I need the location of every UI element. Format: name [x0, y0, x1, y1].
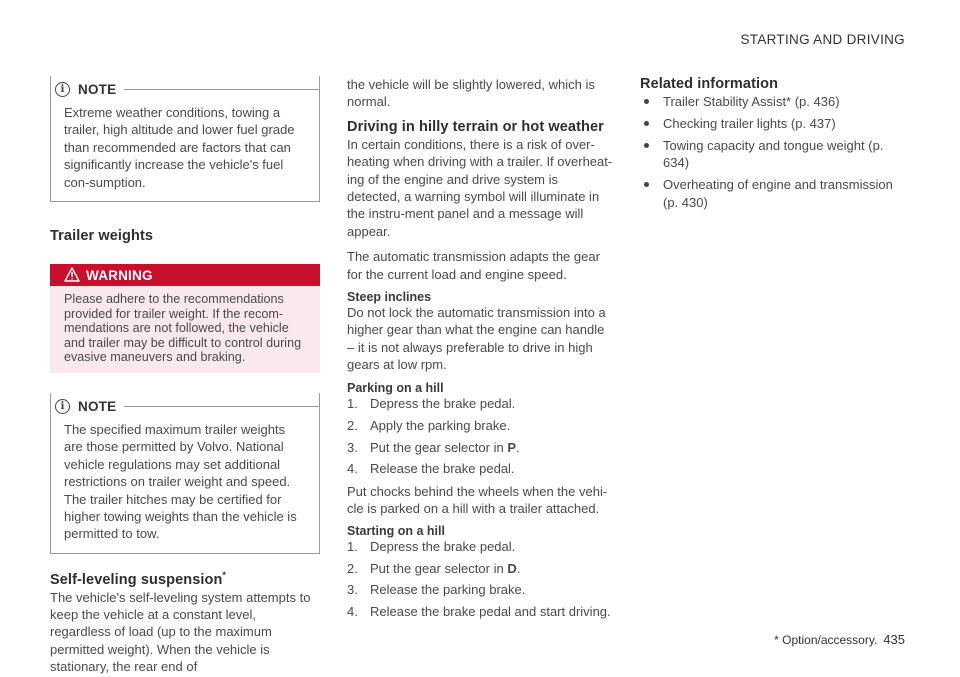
warning-title: WARNING: [86, 267, 153, 283]
related-link-text: Towing capacity and tongue weight (p. 634): [663, 137, 884, 171]
list-item: [347, 538, 615, 555]
list-item: [347, 603, 615, 620]
parking-steps: [347, 395, 615, 478]
bullet-icon: [640, 115, 663, 132]
note-body: Extreme weather conditions, towing a trailer, high altitude and lower fuel grade than recommended are factors that can significantly increase the vehicle's fuel con-sumption.: [64, 105, 295, 190]
list-item: [347, 395, 615, 412]
step-text: Release the brake pedal.: [370, 461, 515, 477]
info-icon: i: [55, 82, 70, 97]
related-link[interactable]: [640, 115, 910, 132]
step-number: 1.: [347, 395, 358, 411]
note-box-weights: [50, 393, 320, 554]
column-right: [640, 76, 910, 215]
heading-related-information: Related information: [640, 76, 779, 92]
heading-parking-on-hill: Parking on a hill: [347, 380, 444, 395]
related-link-text: Trailer Stability Assist* (p. 436): [663, 94, 840, 109]
bullet-icon: [640, 176, 663, 211]
list-item: [347, 560, 615, 577]
step-number: 4.: [347, 461, 358, 477]
step-number: 3.: [347, 582, 358, 598]
related-link[interactable]: [640, 176, 910, 211]
parking-after: Put chocks behind the wheels when the vehi-cle is parked on a hill with a trailer attached.: [347, 483, 608, 517]
step-number: 4.: [347, 604, 358, 620]
step-text: Apply the parking brake.: [370, 417, 511, 433]
bullet-icon: [640, 137, 663, 172]
related-link-text: Overheating of engine and transmission (p. 430): [663, 177, 893, 210]
column-left: [50, 76, 320, 676]
warning-body: Please adhere to the recommendations provided for trailer weight. If the recom-mendations are not followed, the vehicle and trailer may be difficult to control during evasive maneuvers and braking.: [64, 292, 302, 365]
self-leveling-body: The vehicle's self-leveling system attempts to keep the vehicle at a constant level, regardless of load (up to the maximum permitted weight). When the vehicle is stationary, the rear end of: [50, 589, 311, 675]
step-text: Depress the brake pedal.: [370, 395, 516, 411]
related-link[interactable]: [640, 93, 910, 110]
note-box-fuel: [50, 76, 320, 202]
step-text: Depress the brake pedal.: [370, 538, 516, 554]
step-number: 1.: [347, 538, 358, 554]
hilly-paragraph-1: In certain conditions, there is a risk of over-heating when driving with a trailer. If overheat-ing of the engine and drive system is detected, a warning symbol will illuminate in the instru-ment panel and a message will appear.: [347, 136, 613, 239]
step-text: Release the brake pedal and start driving.: [370, 604, 611, 620]
note-title: NOTE: [78, 398, 117, 414]
note-body: The specified maximum trailer weights are those permitted by Volvo. National vehicle regulations may set additional restrictions on trailer weight and speed. The trailer hitches may be certified for higher towing weights than the vehicle is permitted to tow.: [64, 422, 297, 542]
heading-steep-inclines: Steep inclines: [347, 290, 432, 305]
list-item: [347, 581, 615, 598]
step-number: 2.: [347, 417, 358, 433]
list-item: [347, 439, 615, 456]
list-item: [347, 460, 615, 477]
continued-text: the vehicle will be slightly lowered, which is normal.: [347, 77, 595, 110]
steep-body: Do not lock the automatic transmission into a higher gear than what the engine can handle – it is not always preferable to drive in high gears at low rpm.: [347, 305, 606, 373]
page-footer: [774, 632, 905, 647]
starting-steps: [347, 538, 615, 621]
heading-starting-on-hill: Starting on a hill: [347, 523, 445, 538]
heading-self-leveling: Self-leveling suspension*: [50, 569, 227, 588]
column-middle: [347, 76, 615, 625]
list-item: [347, 417, 615, 434]
step-text: Put the gear selector in P.: [370, 439, 520, 455]
info-icon: i: [55, 399, 70, 414]
step-number: 2.: [347, 560, 358, 576]
note-title: NOTE: [78, 81, 117, 97]
page-number: 435: [883, 632, 905, 647]
bullet-icon: [640, 93, 663, 110]
heading-hilly-terrain: Driving in hilly terrain or hot weather: [347, 118, 604, 135]
step-text: Release the parking brake.: [370, 582, 526, 598]
heading-trailer-weights: Trailer weights: [50, 228, 154, 245]
related-link-text: Checking trailer lights (p. 437): [663, 115, 836, 131]
related-link[interactable]: [640, 137, 910, 172]
step-text: Put the gear selector in D.: [370, 560, 521, 576]
step-number: 3.: [347, 439, 358, 455]
footnote-option-accessory: * Option/accessory.: [774, 633, 878, 647]
warning-triangle-icon: [64, 267, 80, 282]
hilly-paragraph-2: The automatic transmission adapts the gear for the current load and engine speed.: [347, 249, 600, 282]
related-links: [640, 93, 910, 211]
warning-box: [50, 264, 320, 373]
section-header: STARTING AND DRIVING: [740, 32, 905, 47]
